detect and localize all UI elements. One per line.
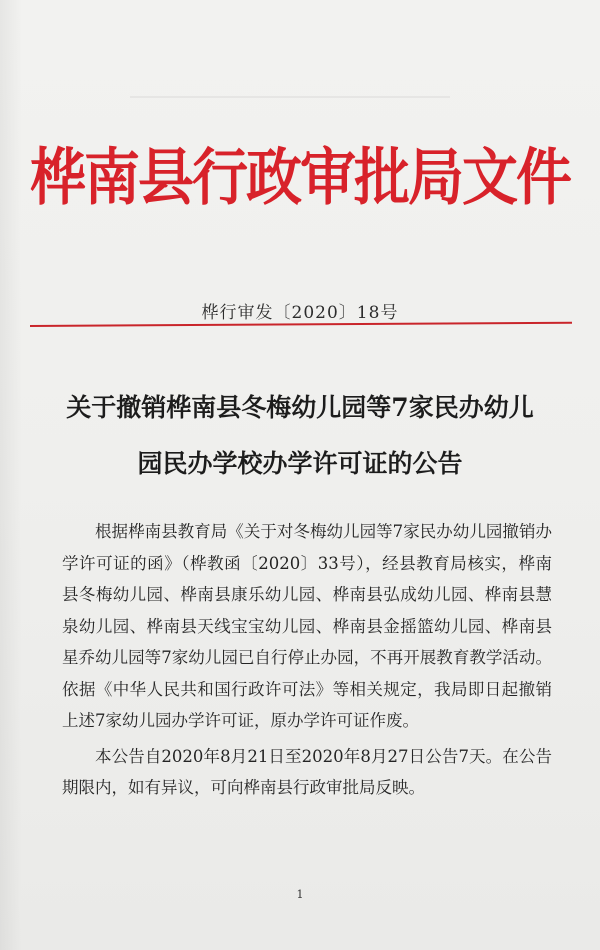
announcement-body <box>62 516 552 804</box>
body-paragraph-2: 本公告自2020年8月21日至2020年8月27日公告7天。在公告期限内，如有异议，可向桦南县行政审批局反映。 <box>62 746 552 797</box>
announcement-title <box>30 380 570 492</box>
body-paragraph-1: 根据桦南县教育局《关于对冬梅幼儿园等7家民办幼儿园撤销办学许可证的函》（桦教函〔2020〕33号），经县教育局核实，桦南县冬梅幼儿园、桦南县康乐幼儿园、桦南县弘成幼儿园、桦南县慧泉幼儿园、桦南县天线宝宝幼儿园、桦南县金摇篮幼儿园、桦南县星乔幼儿园等7家幼儿园已自行停止办园，不再开展教育教学活动。依据《中华人民共和国行政许可法》等相关规定，我局即日起撤销上述7家幼儿园办学许可证，原办学许可证作废。 <box>62 522 552 730</box>
announcement-title-line-2: 园民办学校办学许可证的公告 <box>137 449 463 478</box>
document-header-title: 桦南县行政审批局文件 <box>30 142 570 214</box>
announcement-title-line-1: 关于撤销桦南县冬梅幼儿园等7家民办幼儿 <box>66 393 534 422</box>
document-number: 桦行审发〔2020〕18号 <box>201 303 399 323</box>
faint-bleed-line <box>130 96 450 98</box>
page-number: 1 <box>296 888 304 901</box>
